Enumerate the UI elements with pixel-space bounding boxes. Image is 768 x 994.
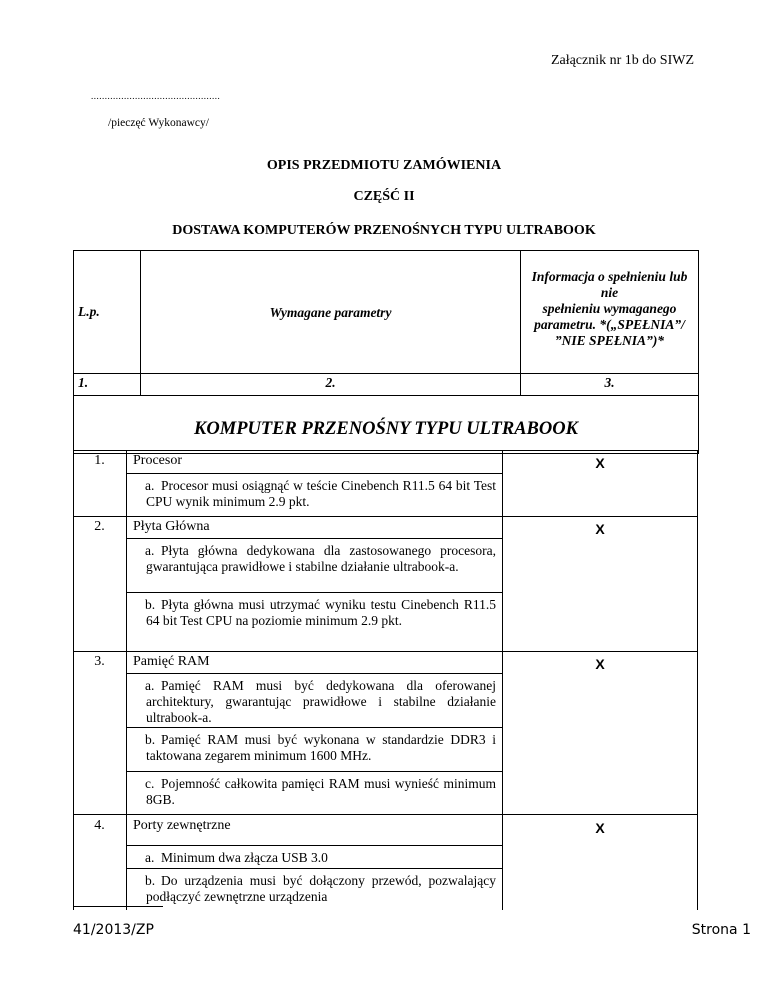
sub-letter: c.: [145, 776, 155, 791]
item-mark: X: [595, 656, 605, 672]
sub-text: Płyta główna dedykowana dla zastosowanego procesora, gwarantująca prawidłowe i stabilne działanie ultrabook-a.: [146, 543, 496, 574]
sub-requirement: [126, 593, 502, 629]
table-header: [73, 250, 699, 454]
item-name: Płyta Główna: [133, 519, 210, 534]
table-header-row: [74, 251, 698, 374]
row-divider: [73, 450, 698, 451]
sub-text: Pamięć RAM musi być wykonana w standardzie DDR3 i taktowana zegarem minimum 1600 MHz.: [146, 732, 496, 763]
footer-separator: [73, 906, 163, 907]
sub-letter: b.: [145, 873, 156, 888]
table-border: [697, 450, 698, 910]
item-number: 2.: [94, 519, 105, 534]
sub-text: Pojemność całkowita pamięci RAM musi wynieść minimum 8GB.: [146, 776, 496, 807]
sub-letter: b.: [145, 597, 156, 612]
column-header-parameters: Wymagane parametry: [141, 251, 521, 373]
compliance-header-line: ”NIE SPEŁNIA”)*: [554, 333, 665, 348]
column-header-lp: L.p.: [74, 251, 141, 373]
sub-text: Płyta główna musi utrzymać wyniku testu Cinebench R11.5 64 bit Test CPU na poziomie minimum 2.9 pkt.: [146, 597, 496, 628]
sub-text: Do urządzenia musi być dołączony przewód, pozwalający podłączyć zewnętrzne urządzenia: [146, 873, 496, 904]
sub-text: Minimum dwa złącza USB 3.0: [161, 850, 328, 865]
item-mark: X: [595, 455, 605, 471]
sub-letter: a.: [145, 543, 155, 558]
stamp-dotted-line: ...............................................: [91, 91, 221, 101]
item-name: Porty zewnętrzne: [133, 818, 231, 833]
item-number: 4.: [94, 818, 105, 833]
column-number-1: 1.: [74, 374, 141, 395]
table-border: [502, 450, 503, 910]
section-title: KOMPUTER PRZENOŚNY TYPU ULTRABOOK: [194, 419, 578, 439]
item-mark: X: [595, 521, 605, 537]
sub-letter: a.: [145, 678, 155, 693]
sub-requirement: [126, 846, 502, 866]
sub-requirement: [126, 728, 502, 764]
sub-letter: b.: [145, 732, 156, 747]
document-number: 41/2013/ZP: [73, 922, 154, 938]
column-header-compliance: [521, 251, 698, 373]
sub-letter: a.: [145, 850, 155, 865]
page-number: Strona 1: [691, 922, 751, 938]
sub-requirement: [126, 869, 502, 907]
compliance-header-line: parametru. *(„SPEŁNIA”/: [534, 317, 685, 332]
column-number-row: [74, 374, 698, 396]
item-name: Pamięć RAM: [133, 654, 210, 669]
compliance-header-line: Informacja o spełnieniu lub nie: [531, 269, 688, 300]
row-divider: [73, 814, 698, 815]
sub-letter: a.: [145, 478, 155, 493]
sub-requirement: [126, 772, 502, 808]
item-mark: X: [595, 820, 605, 836]
row-divider: [73, 516, 698, 517]
row-divider: [73, 651, 698, 652]
item-number: 1.: [94, 453, 105, 468]
stamp-caption: /pieczęć Wykonawcy/: [108, 117, 209, 129]
document-part: CZĘŚĆ II: [353, 189, 415, 204]
item-number: 3.: [94, 654, 105, 669]
document-subject: DOSTAWA KOMPUTERÓW PRZENOŚNYCH TYPU ULTRABOOK: [172, 223, 596, 238]
column-number-2: 2.: [141, 374, 521, 395]
document-title: OPIS PRZEDMIOTU ZAMÓWIENIA: [266, 158, 502, 173]
item-name: Procesor: [133, 453, 182, 468]
sub-requirement: [126, 539, 502, 575]
compliance-header-line: spełnieniu wymaganego: [542, 301, 677, 316]
sub-requirement: [126, 674, 502, 726]
sub-text: Pamięć RAM musi być dedykowana dla oferowanej architektury, gwarantując prawidłowe i stabilne działanie ultrabook-a.: [146, 678, 496, 725]
column-number-3: 3.: [604, 375, 615, 390]
sub-text: Procesor musi osiągnąć w teście Cinebench R11.5 64 bit Test CPU wynik minimum 2.9 pkt.: [146, 478, 496, 509]
section-title-row: [74, 396, 698, 454]
attachment-label: Załącznik nr 1b do SIWZ: [550, 53, 694, 68]
sub-requirement: [126, 474, 502, 510]
